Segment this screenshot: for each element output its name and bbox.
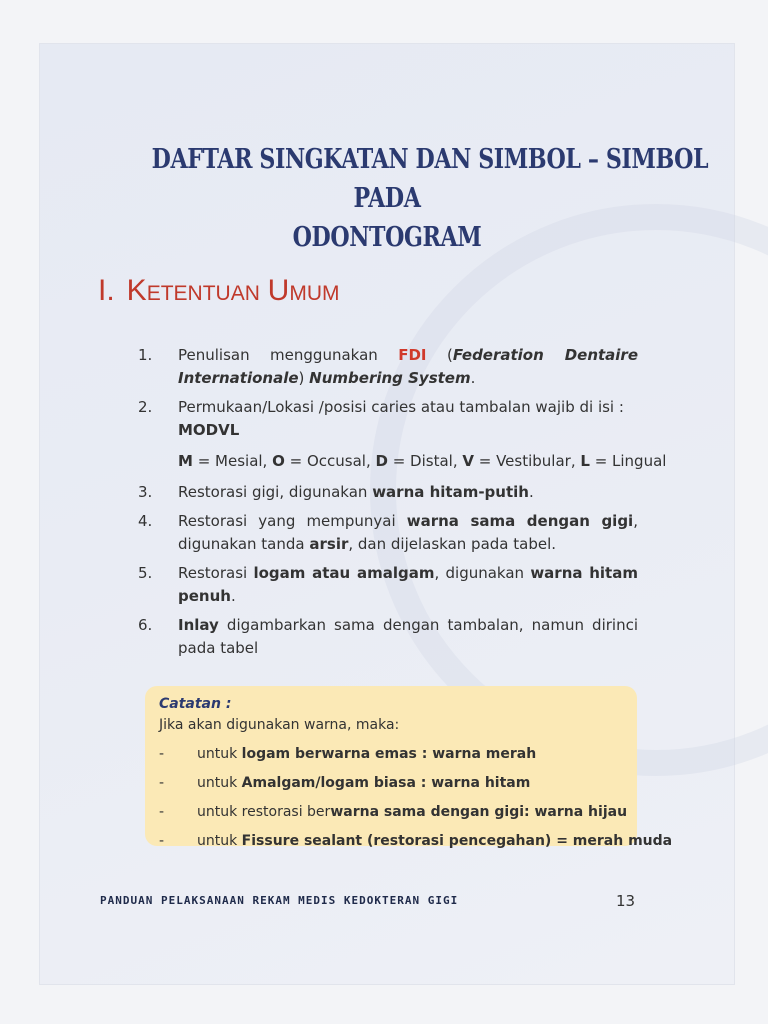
title-line-3: ODONTOGRAM <box>292 222 482 253</box>
note-text: untuk restorasi ber <box>197 804 331 820</box>
rule-text: , digunakan tanda <box>178 512 638 553</box>
rule-text: Restorasi yang mempunyai <box>178 512 407 530</box>
title-line-2: PADA <box>353 183 421 214</box>
rule-text: Permukaan/Lokasi /posisi caries atau tambalan wajib di isi : <box>178 398 624 416</box>
rule-text: . <box>470 369 476 387</box>
legend-text: = Mesial, <box>192 452 273 470</box>
rule-text: , dan dijelaskan pada tabel. <box>348 535 557 553</box>
legend-text: = Occusal, <box>284 452 376 470</box>
rule-text: Restorasi gigi, digunakan <box>178 483 373 501</box>
rule-number: 4. <box>138 512 153 530</box>
section-heading <box>98 274 339 308</box>
rule-text: . <box>230 587 236 605</box>
heading-u-rest: MUM <box>289 282 340 305</box>
rule-text: , digunakan <box>434 564 531 582</box>
section-number: I. <box>98 274 115 307</box>
note-item-1 <box>159 740 623 769</box>
heading-u-cap: U <box>267 274 290 307</box>
note-list <box>159 740 673 856</box>
rule-emphasis: arsir <box>309 535 349 553</box>
rule-emphasis: MODVL <box>178 421 240 439</box>
page-title <box>151 140 709 257</box>
title-line-1: DAFTAR SINGKATAN DAN SIMBOL – SIMBOL <box>151 144 709 175</box>
legend-key: V <box>462 452 474 470</box>
legend-key: M <box>178 452 193 470</box>
rules-list <box>138 344 667 666</box>
rule-text: ( <box>426 346 453 364</box>
fdi-term: FDI <box>398 346 427 364</box>
note-title: Catatan : <box>159 696 232 712</box>
rule-item-1 <box>138 344 638 390</box>
note-text: untuk <box>197 833 242 849</box>
note-emphasis: logam berwarna emas : warna merah <box>241 746 537 762</box>
note-item-3 <box>159 798 628 827</box>
rule-text: digambarkan sama dengan tambalan, namun dirinci pada tabel <box>178 616 638 657</box>
legend-key: O <box>272 452 285 470</box>
note-box <box>145 686 673 849</box>
dash: - <box>159 833 165 849</box>
rule-emphasis: Inlay <box>178 616 219 634</box>
dash: - <box>159 775 165 791</box>
rule-number: 1. <box>138 346 153 364</box>
note-intro: Jika akan digunakan warna, maka: <box>159 717 400 733</box>
legend-key: D <box>375 452 388 470</box>
rule-item-3 <box>138 481 638 504</box>
note-text: untuk <box>197 775 242 791</box>
rule-emphasis: warna sama dengan gigi <box>406 512 634 530</box>
legend-text: = Distal, <box>387 452 463 470</box>
rule-text: . <box>528 483 534 501</box>
page-number: 13 <box>616 892 636 910</box>
rule-number: 5. <box>138 564 153 582</box>
rule-number: 3. <box>138 483 153 501</box>
note-emphasis: Amalgam/logam biasa : warna hitam <box>241 775 531 791</box>
note-emphasis: warna sama dengan gigi: warna hijau <box>330 804 628 820</box>
rule-emphasis: logam atau amalgam <box>253 564 435 582</box>
footer-title: PANDUAN PELAKSANAAN REKAM MEDIS KEDOKTERAN GIGI <box>100 894 459 907</box>
note-item-4 <box>159 827 673 856</box>
note-item-2 <box>159 769 623 798</box>
rule-item-2 <box>138 396 667 473</box>
rule-text: Penulisan menggunakan <box>178 346 399 364</box>
legend-text: = Lingual <box>589 452 667 470</box>
rule-number: 2. <box>138 398 153 416</box>
rule-emphasis: warna hitam penuh <box>178 564 638 605</box>
dash: - <box>159 804 165 820</box>
rule-text: ) <box>298 369 310 387</box>
rule-emphasis: Numbering System <box>309 369 471 387</box>
rule-item-6 <box>138 614 638 660</box>
rule-item-4 <box>138 510 638 556</box>
legend-text: = Vestibular, <box>473 452 581 470</box>
page-sheet <box>40 44 734 984</box>
note-text: untuk <box>197 746 242 762</box>
rule-number: 6. <box>138 616 153 634</box>
dash: - <box>159 746 165 762</box>
heading-k-rest: ETENTUAN <box>146 282 260 305</box>
rule-emphasis: Federation Dentaire Internationale <box>178 346 639 387</box>
rule-item-5 <box>138 562 638 608</box>
rule-text: Restorasi <box>178 564 254 582</box>
legend-key: L <box>580 452 590 470</box>
surface-legend <box>178 450 667 473</box>
note-emphasis: Fissure sealant (restorasi pencegahan) = merah muda <box>241 833 673 849</box>
heading-k-cap: K <box>126 274 147 307</box>
rule-emphasis: warna hitam-putih <box>372 483 529 501</box>
